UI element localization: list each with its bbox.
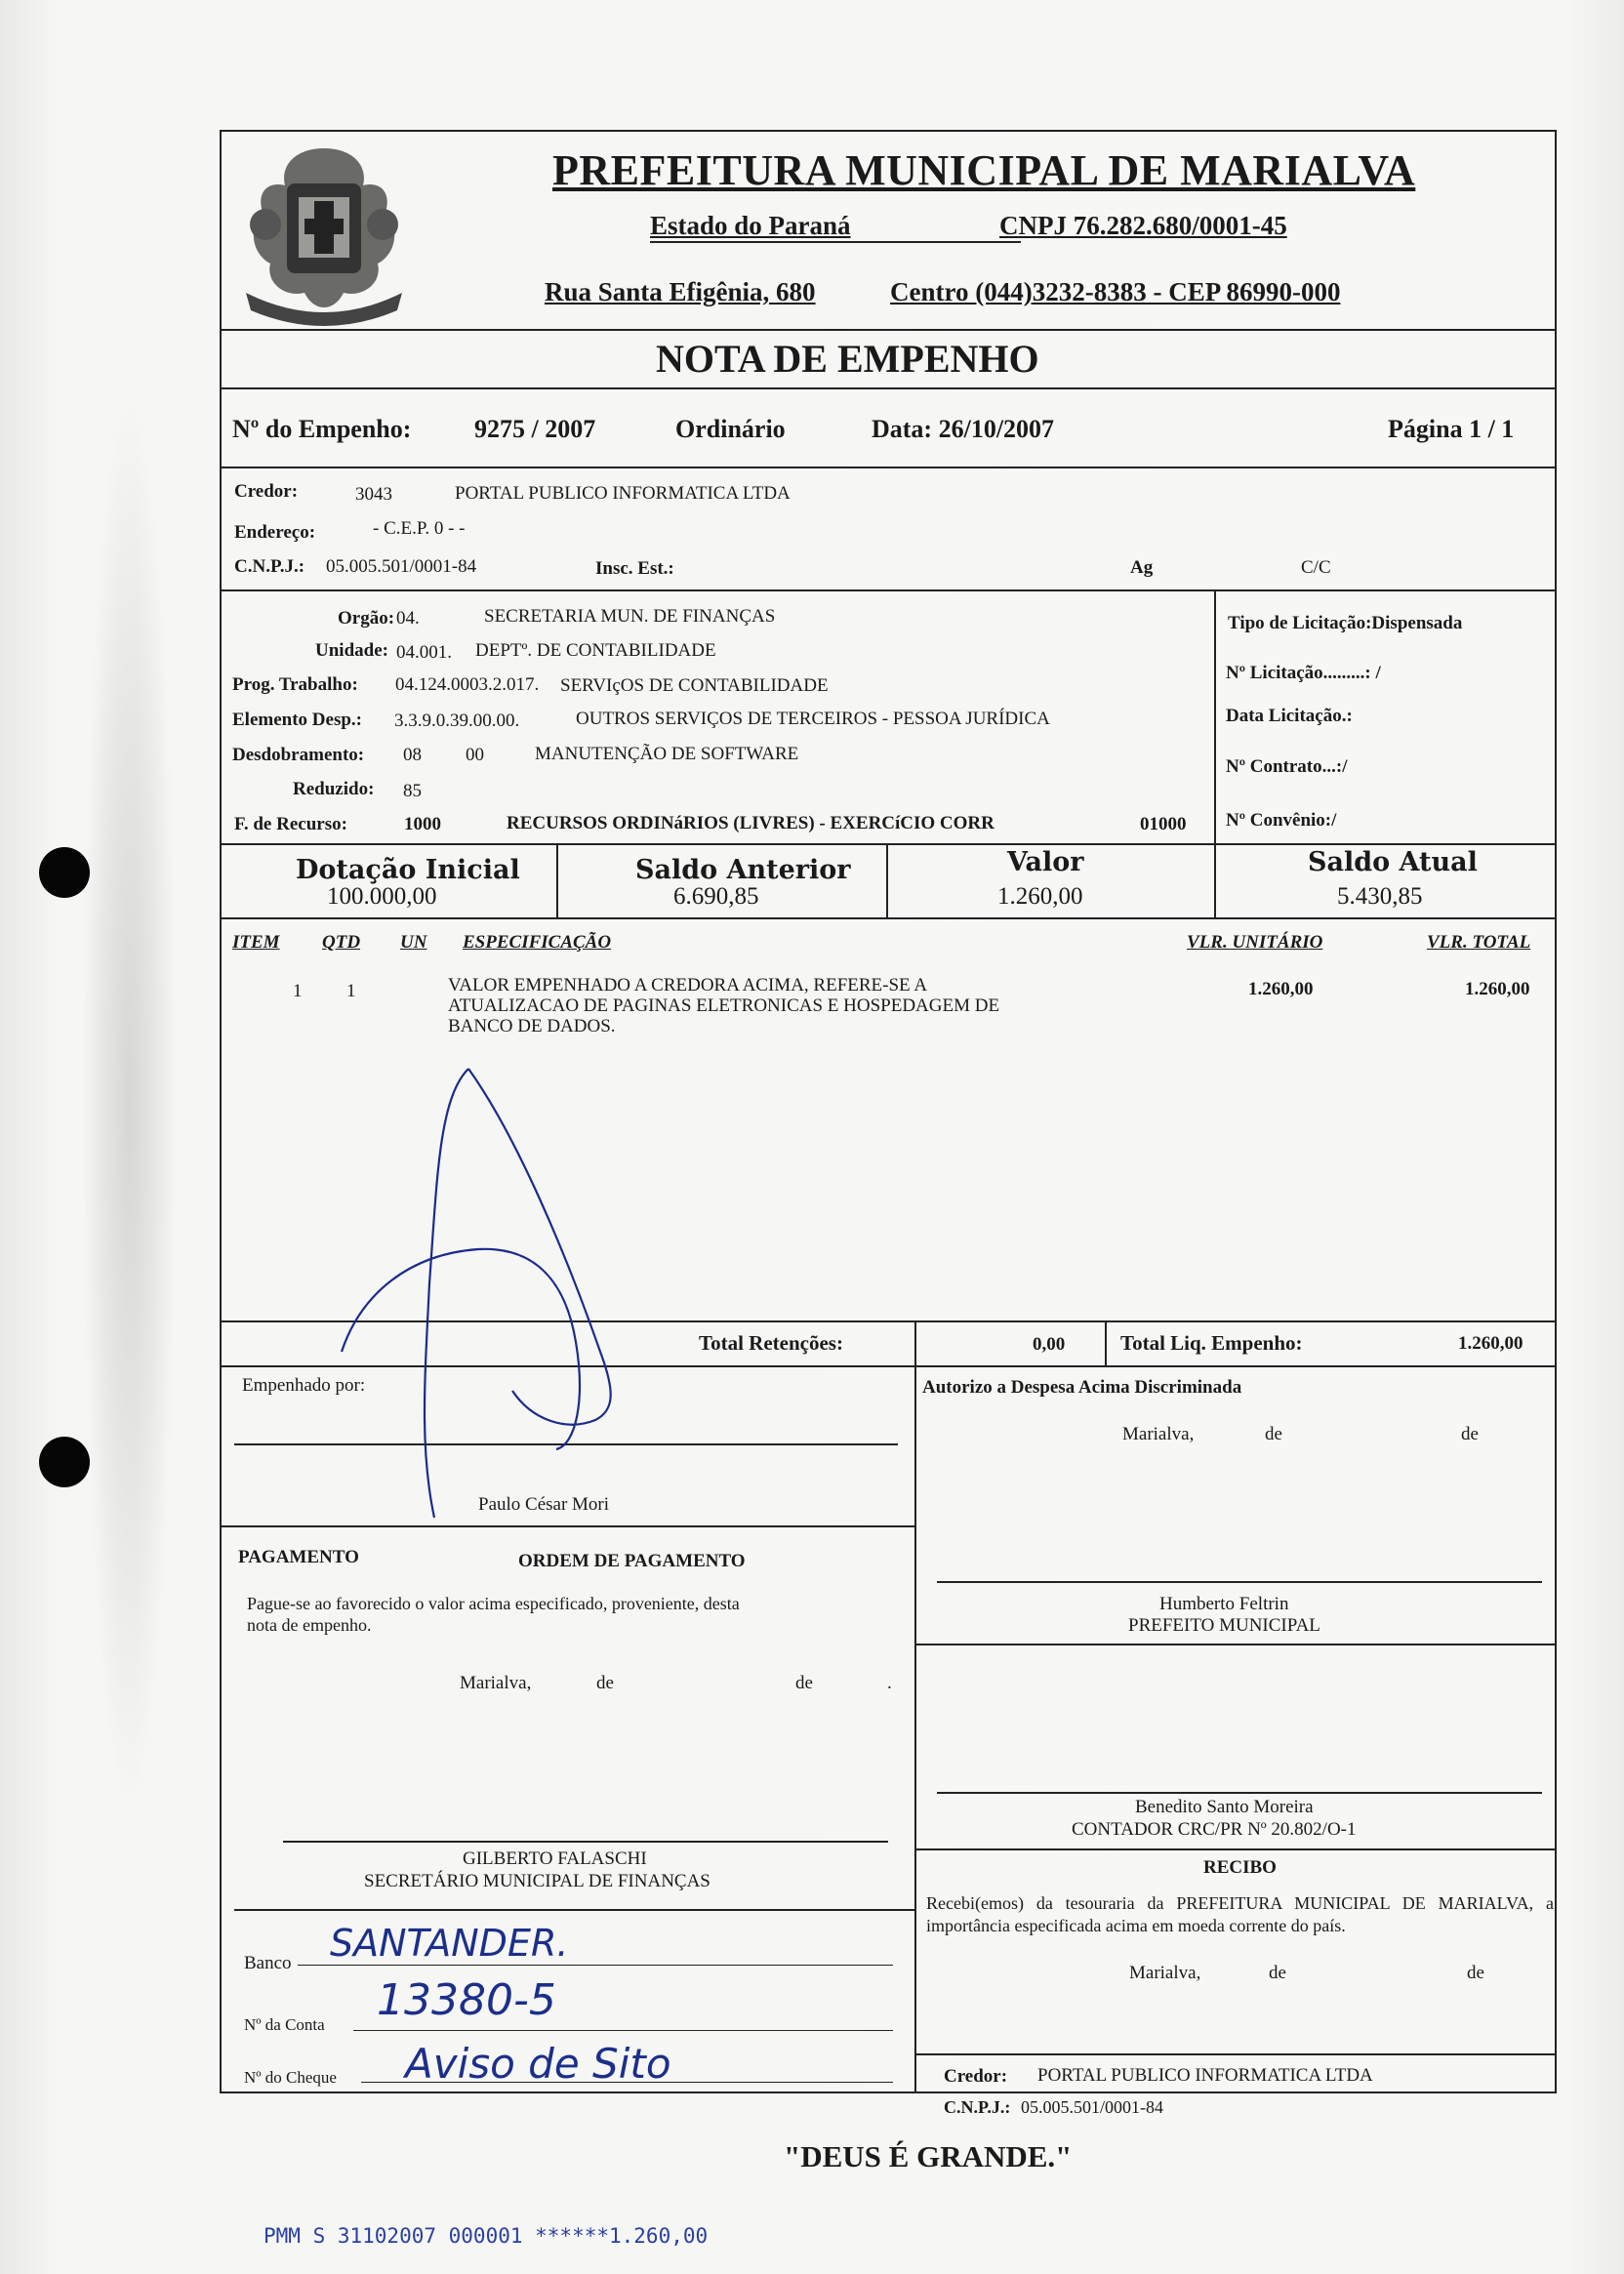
divider — [234, 1909, 914, 1911]
desdobramento-a: 08 — [403, 745, 422, 765]
recibo-title: RECIBO — [1203, 1857, 1277, 1878]
empenhado-label: Empenhado por: — [242, 1375, 366, 1396]
empenho-date: Data: 26/10/2007 — [872, 415, 1055, 443]
recibo-credor-label: Credor: — [944, 2066, 1008, 2087]
pagamento-label: PAGAMENTO — [238, 1547, 359, 1567]
divider — [937, 1581, 1542, 1583]
balance-value: 6.690,85 — [673, 883, 759, 910]
reduzido-code: 85 — [403, 781, 422, 801]
orgao-label: Orgão: — [338, 608, 395, 629]
payment-stamp: PMM S 31102007 000001 ******1.260,00 — [264, 2224, 709, 2248]
recurso-code: 1000 — [404, 814, 441, 834]
unidade-code: 04.001. — [396, 642, 452, 663]
item-number: 1 — [293, 981, 303, 1001]
recurso-code2: 01000 — [1140, 814, 1187, 834]
pague-text-line: Pague-se ao favorecido o valor acima especificado, proveniente, desta — [247, 1594, 740, 1613]
credor-name: PORTAL PUBLICO INFORMATICA LTDA — [455, 483, 791, 504]
numero-convenio: Nº Convênio:/ — [1226, 810, 1337, 831]
empenho-label: Nº do Empenho: — [232, 415, 412, 443]
total-retencoes-label: Total Retenções: — [699, 1331, 843, 1355]
elemento-name: OUTROS SERVIÇOS DE TERCEIROS - PESSOA JURÍDICA — [576, 709, 1050, 729]
divider — [298, 1965, 893, 1966]
item-spec-line: BANCO DE DADOS. — [448, 1016, 616, 1036]
recurso-name: RECURSOS ORDINáRIOS (LIVRES) - EXERCíCIO CORR — [507, 813, 995, 833]
secretario-name: GILBERTO FALASCHI — [463, 1848, 647, 1869]
orgao-code: 04. — [396, 608, 420, 629]
reduzido-label: Reduzido: — [293, 779, 375, 799]
divider — [353, 2030, 893, 2031]
punch-hole-bottom — [39, 1437, 90, 1487]
balance-value: 1.260,00 — [997, 883, 1083, 910]
divider — [1214, 843, 1216, 917]
balance-value: 5.430,85 — [1337, 883, 1423, 910]
desdobramento-name: MANUTENÇÃO DE SOFTWARE — [535, 744, 799, 764]
col-item: ITEM — [232, 932, 280, 953]
total-liquido-label: Total Liq. Empenho: — [1120, 1331, 1303, 1355]
recibo-credor-name: PORTAL PUBLICO INFORMATICA LTDA — [1037, 2065, 1373, 2086]
secretario-title: SECRETÁRIO MUNICIPAL DE FINANÇAS — [364, 1871, 710, 1891]
total-liquido-value: 1.260,00 — [1458, 1333, 1523, 1354]
pagamento-de1: de — [596, 1673, 614, 1693]
balance-value: 100.000,00 — [327, 883, 437, 910]
autorizo-label: Autorizo a Despesa Acima Discriminada — [922, 1377, 1242, 1398]
autorizo-de2: de — [1461, 1424, 1479, 1444]
balance-label: Saldo Anterior — [635, 855, 851, 885]
divider — [220, 467, 1557, 468]
numero-contrato: Nº Contrato...:/ — [1226, 756, 1348, 777]
tipo-licitacao: Tipo de Licitação:Dispensada — [1228, 613, 1463, 633]
divider — [914, 1848, 1557, 1850]
empenho-type: Ordinário — [675, 415, 786, 443]
recibo-de1: de — [1269, 1963, 1286, 1983]
divider — [220, 917, 1557, 919]
recibo-de2: de — [1467, 1963, 1484, 1983]
page-number: Página 1 / 1 — [1388, 415, 1515, 443]
item-unit-value: 1.260,00 — [1248, 979, 1314, 999]
recibo-cnpj: 05.005.501/0001-84 — [1021, 2097, 1163, 2117]
credor-cnpj-label: C.N.P.J.: — [234, 556, 305, 577]
divider — [914, 1365, 916, 2093]
recurso-label: F. de Recurso: — [234, 814, 347, 834]
balance-label: Saldo Atual — [1308, 847, 1478, 877]
prog-label: Prog. Trabalho: — [232, 674, 358, 695]
endereco-label: Endereço: — [234, 522, 316, 543]
prog-code: 04.124.0003.2.017. — [395, 674, 540, 695]
divider — [220, 329, 1557, 331]
numero-licitacao: Nº Licitação.........: / — [1226, 663, 1381, 683]
unidade-name: DEPTº. DE CONTABILIDADE — [475, 640, 716, 661]
desdobramento-label: Desdobramento: — [232, 745, 365, 765]
insc-label: Insc. Est.: — [595, 558, 674, 579]
institution-address-rest: Centro (044)3232-8383 - CEP 86990-000 — [890, 277, 1341, 306]
banco-value: SANTANDER. — [330, 1922, 569, 1965]
item-qtd: 1 — [346, 981, 356, 1001]
pagamento-city: Marialva, — [460, 1673, 532, 1693]
balance-label: Dotação Inicial — [296, 855, 520, 885]
unidade-label: Unidade: — [315, 640, 388, 661]
col-spec: ESPECIFICAÇÃO — [463, 932, 612, 953]
state-name: Estado do Paraná — [650, 211, 851, 240]
divider — [556, 843, 558, 917]
recibo-cnpj-label: C.N.P.J.: — [944, 2097, 1011, 2117]
handwritten-signature — [322, 1059, 634, 1552]
autorizo-de1: de — [1265, 1424, 1282, 1444]
item-total-value: 1.260,00 — [1465, 979, 1530, 999]
ag-label: Ag — [1130, 557, 1154, 578]
institution-cnpj: CNPJ 76.282.680/0001-45 — [999, 211, 1287, 240]
recibo-city: Marialva, — [1129, 1963, 1201, 1983]
divider — [1105, 1320, 1107, 1365]
divider — [937, 1792, 1542, 1794]
item-spec-line: VALOR EMPENHADO A CREDORA ACIMA, REFERE-SE A — [448, 975, 928, 995]
pagamento-de2: de — [795, 1673, 813, 1693]
divider — [886, 843, 888, 917]
credor-code: 3043 — [355, 484, 392, 505]
scan-smudge — [83, 410, 176, 1796]
cheque-value: Aviso de Sito — [405, 2040, 671, 2088]
orgao-name: SECRETARIA MUN. DE FINANÇAS — [484, 606, 776, 627]
institution-address: Rua Santa Efigênia, 680 — [545, 277, 816, 306]
col-unit: VLR. UNITÁRIO — [1187, 932, 1323, 953]
conta-value: 13380-5 — [377, 1975, 556, 2025]
pagamento-dot: . — [887, 1673, 892, 1693]
balance-label: Valor — [1007, 847, 1084, 877]
divider — [1214, 589, 1216, 843]
endereco-value: - C.E.P. 0 - - — [373, 518, 466, 539]
institution-title: PREFEITURA MUNICIPAL DE MARIALVA — [552, 146, 1416, 194]
col-total: VLR. TOTAL — [1427, 932, 1531, 953]
divider — [283, 1841, 888, 1843]
footer-motto: "DEUS É GRANDE." — [784, 2139, 1073, 2173]
prefeito-title: PREFEITO MUNICIPAL — [1128, 1615, 1320, 1636]
conta-label: Nº da Conta — [244, 2015, 325, 2034]
total-retencoes-value: 0,00 — [1033, 1334, 1066, 1355]
cheque-label: Nº do Cheque — [244, 2068, 337, 2087]
prog-name: SERVIçOS DE CONTABILIDADE — [560, 675, 829, 696]
pague-text-line: nota de empenho. — [247, 1615, 372, 1635]
divider — [220, 387, 1557, 389]
divider — [220, 589, 1557, 591]
contador-name: Benedito Santo Moreira — [1135, 1797, 1314, 1817]
divider — [220, 843, 1557, 845]
col-qtd: QTD — [322, 932, 361, 953]
recibo-text: Recebi(emos) da tesouraria da PREFEITURA MUNICIPAL DE MARIALVA, a importância especificada acima em moeda corrente do país. — [926, 1893, 1554, 1935]
municipal-crest-icon — [226, 137, 422, 332]
divider — [914, 1320, 916, 1365]
divider — [361, 2082, 893, 2083]
desdobramento-b: 00 — [466, 745, 484, 765]
divider — [914, 1644, 1557, 1645]
elemento-code: 3.3.9.0.39.00.00. — [394, 711, 520, 731]
cc-label: C/C — [1301, 557, 1331, 578]
state-underline — [650, 241, 1021, 243]
credor-cnpj: 05.005.501/0001-84 — [326, 556, 477, 577]
empenho-number: 9275 / 2007 — [474, 415, 596, 443]
divider — [914, 2053, 1557, 2055]
autorizo-city: Marialva, — [1122, 1424, 1195, 1444]
punch-hole-top — [39, 847, 90, 898]
data-licitacao: Data Licitação.: — [1226, 706, 1353, 726]
ordem-pagamento-label: ORDEM DE PAGAMENTO — [518, 1551, 746, 1571]
item-spec-line: ATUALIZACAO DE PAGINAS ELETRONICAS E HOSPEDAGEM DE — [448, 995, 1000, 1016]
banco-label: Banco — [244, 1953, 292, 1973]
contador-title: CONTADOR CRC/PR Nº 20.802/O-1 — [1072, 1819, 1357, 1840]
document-title: NOTA DE EMPENHO — [656, 337, 1039, 381]
col-un: UN — [400, 932, 427, 953]
credor-label: Credor: — [234, 481, 299, 502]
empenhado-name: Paulo César Mori — [478, 1494, 610, 1515]
prefeito-name: Humberto Feltrin — [1159, 1594, 1289, 1614]
elemento-label: Elemento Desp.: — [232, 710, 362, 730]
